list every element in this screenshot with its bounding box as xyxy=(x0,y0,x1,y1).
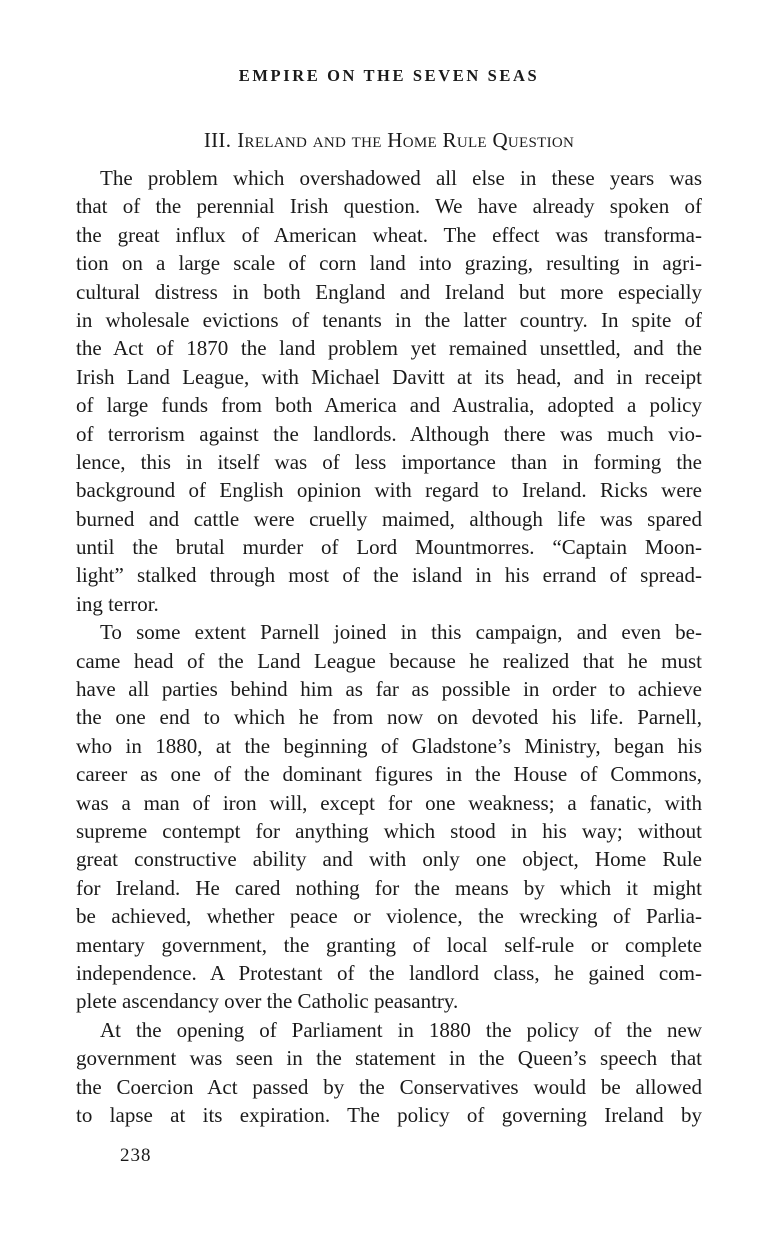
text-line: was a man of iron will, except for one weakness; a fanatic, with xyxy=(76,790,702,815)
text-line: At the opening of Parliament in 1880 the policy of the new xyxy=(100,1017,702,1042)
text-line: The problem which overshadowed all else in these years was xyxy=(100,166,702,190)
text-line: who in 1880, at the beginning of Gladstone’s Ministry, began his xyxy=(76,733,702,758)
body-text xyxy=(76,164,702,1129)
section-number: III. xyxy=(203,128,232,152)
text-line: mentary government, the granting of local self-rule or complete xyxy=(76,932,702,957)
text-line: ing terror. xyxy=(76,591,159,616)
text-line: of terrorism against the landlords. Although there was much vio- xyxy=(76,421,702,446)
book-page xyxy=(76,0,702,1236)
text-line: of large funds from both America and Australia, adopted a policy xyxy=(76,393,702,418)
text-line: plete ascendancy over the Catholic peasantry. xyxy=(76,989,459,1014)
text-line: in wholesale evictions of tenants in the latter country. In spite of xyxy=(76,307,702,332)
running-head: EMPIRE ON THE SEVEN SEAS xyxy=(238,66,540,85)
text-line: background of English opinion with regard to Ireland. Ricks were xyxy=(76,478,702,503)
text-line: came head of the Land League because he realized that he must xyxy=(76,648,702,673)
text-line: Irish Land League, with Michael Davitt at its head, and in receipt xyxy=(76,364,702,389)
text-line: until the brutal murder of Lord Mountmorres. “Captain Moon- xyxy=(76,535,702,560)
text-line: supreme contempt for anything which stood in his way; without xyxy=(76,818,702,843)
text-line: career as one of the dominant figures in the House of Commons, xyxy=(76,762,702,787)
text-line: tion on a large scale of corn land into grazing, resulting in agri- xyxy=(76,251,702,276)
text-line: cultural distress in both England and Ireland but more especially xyxy=(76,279,702,304)
text-line: government was seen in the statement in the Queen’s speech that xyxy=(76,1046,702,1071)
text-line: light” stalked through most of the island in his errand of spread- xyxy=(76,563,702,588)
text-line: burned and cattle were cruelly maimed, although life was spared xyxy=(76,506,702,531)
text-line: independence. A Protestant of the landlord class, he gained com- xyxy=(76,960,702,985)
text-line: that of the perennial Irish question. We have already spoken of xyxy=(76,194,702,219)
text-line: the great influx of American wheat. The effect was transforma- xyxy=(76,222,702,247)
text-line: the Act of 1870 the land problem yet remained unsettled, and the xyxy=(76,336,702,361)
text-line: the one end to which he from now on devoted his life. Parnell, xyxy=(76,705,702,730)
text-line: lence, this in itself was of less importance than in forming the xyxy=(76,449,702,474)
text-line: be achieved, whether peace or violence, the wrecking of Parlia- xyxy=(76,904,702,929)
text-line: have all parties behind him as far as possible in order to achieve xyxy=(76,677,702,702)
text-line: To some extent Parnell joined in this campaign, and even be- xyxy=(100,620,702,645)
section-title: Ireland and the Home Rule Question xyxy=(237,128,575,152)
page-number: 238 xyxy=(120,1145,152,1166)
text-line: for Ireland. He cared nothing for the means by which it might xyxy=(76,875,702,900)
section-heading xyxy=(76,128,702,153)
text-line: the Coercion Act passed by the Conservatives would be allowed xyxy=(76,1074,702,1099)
text-line: to lapse at its expiration. The policy of governing Ireland by xyxy=(76,1102,702,1127)
text-line: great constructive ability and with only one object, Home Rule xyxy=(76,847,702,872)
